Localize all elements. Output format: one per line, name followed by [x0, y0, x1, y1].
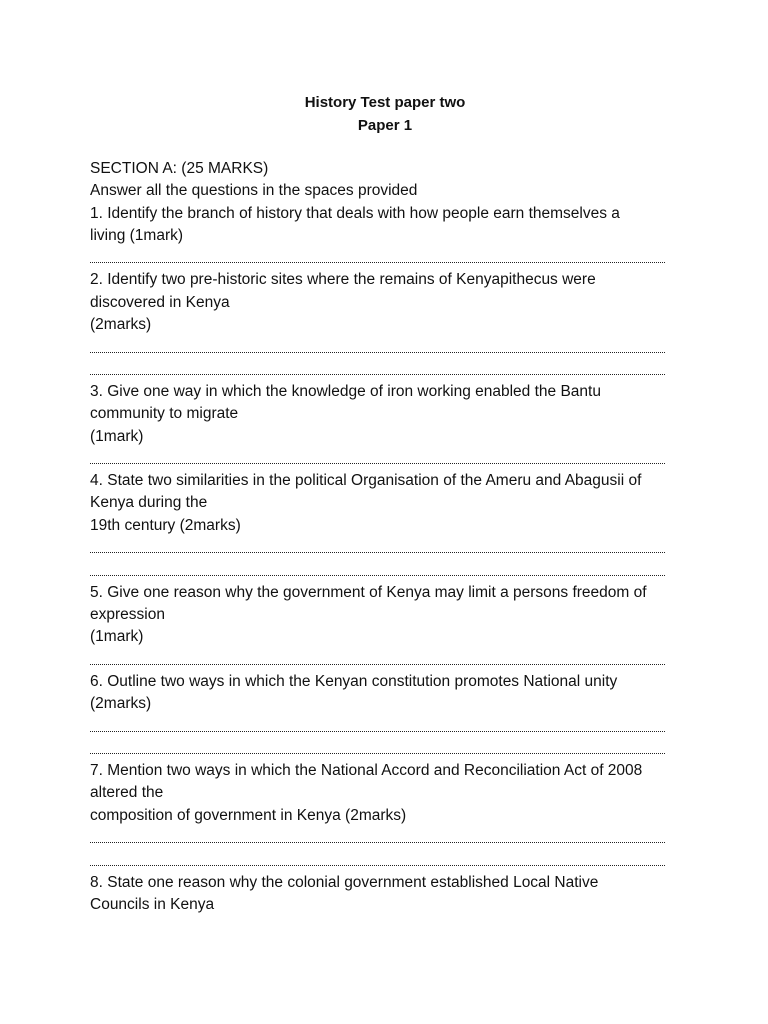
paper-subtitle: Paper 1 [357, 116, 413, 134]
question-text-line: expression [90, 605, 165, 623]
question-item [90, 203, 680, 270]
answer-line[interactable] [90, 849, 665, 871]
question-text-line: 8. State one reason why the colonial government established Local Native [90, 873, 599, 891]
question-text-line: 4. State two similarities in the political Organisation of the Ameru and Abagusii of [90, 472, 642, 490]
answer-line[interactable] [90, 537, 665, 559]
question-text-line: community to migrate [90, 405, 239, 423]
question-text-line: living (1mark) [90, 226, 184, 244]
question-text-line: (1mark) [90, 427, 144, 445]
title-block [90, 92, 680, 137]
question-text-line: Councils in Kenya [90, 895, 215, 913]
section-instruction: Answer all the questions in the spaces provided [90, 182, 418, 200]
question-text-line: 1. Identify the branch of history that deals with how people earn themselves a [90, 204, 620, 222]
question-item [90, 872, 680, 917]
question-item [90, 671, 680, 760]
answer-line[interactable] [90, 336, 665, 358]
question-item [90, 760, 680, 871]
question-list [90, 203, 680, 917]
answer-line[interactable] [90, 827, 665, 849]
question-text-line: (2marks) [90, 316, 152, 334]
answer-line[interactable] [90, 649, 665, 671]
question-text-line: 3. Give one way in which the knowledge of iron working enabled the Bantu [90, 382, 601, 400]
question-text-line: (2marks) [90, 695, 152, 713]
question-item [90, 582, 680, 671]
answer-line[interactable] [90, 559, 665, 581]
answer-line[interactable] [90, 738, 665, 760]
question-text-line: 5. Give one reason why the government of Kenya may limit a persons freedom of [90, 583, 647, 601]
question-text-line: discovered in Kenya [90, 293, 230, 311]
question-text-line: Kenya during the [90, 494, 208, 512]
question-text-line: (1mark) [90, 628, 144, 646]
page-title: History Test paper two [304, 94, 466, 111]
exam-body [90, 158, 680, 916]
question-item [90, 269, 680, 380]
answer-line[interactable] [90, 247, 665, 269]
exam-page [90, 92, 680, 916]
answer-line[interactable] [90, 359, 665, 381]
question-text-line: 6. Outline two ways in which the Kenyan constitution promotes National unity [90, 672, 618, 690]
question-text-line: 19th century (2marks) [90, 516, 241, 534]
question-text-line: 7. Mention two ways in which the National Accord and Reconciliation Act of 2008 [90, 762, 643, 780]
question-text-line: composition of government in Kenya (2marks) [90, 806, 407, 824]
question-item [90, 470, 680, 581]
question-text-line: altered the [90, 784, 164, 802]
answer-line[interactable] [90, 715, 665, 737]
answer-line[interactable] [90, 448, 665, 470]
question-text-line: 2. Identify two pre-historic sites where the remains of Kenyapithecus were [90, 271, 596, 289]
question-item [90, 381, 680, 470]
section-heading: SECTION A: (25 MARKS) [90, 160, 269, 177]
